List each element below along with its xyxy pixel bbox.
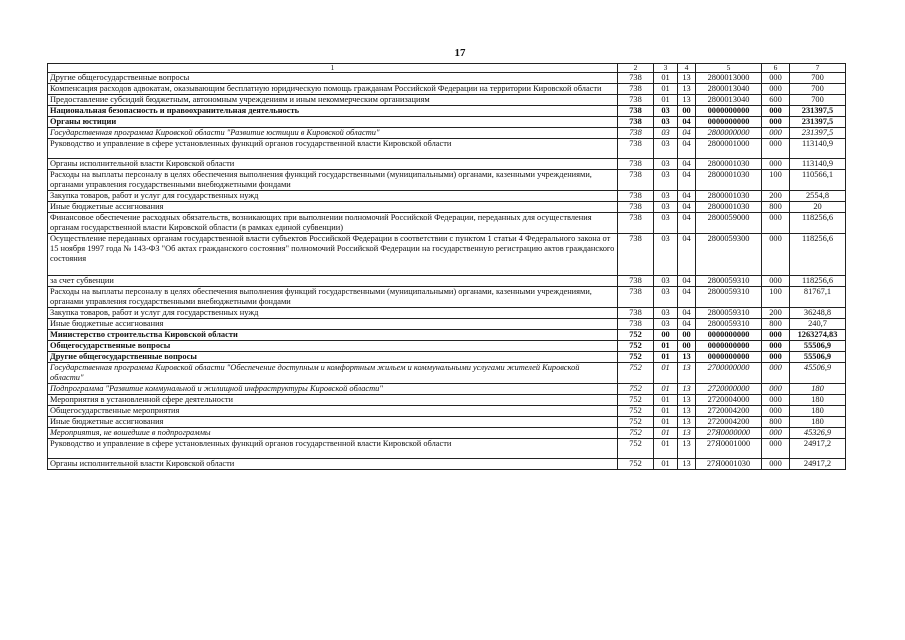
expense-type-cell: 000 bbox=[762, 406, 790, 417]
subsection-code-cell: 00 bbox=[678, 341, 696, 352]
target-article-cell: 27Я0001030 bbox=[696, 459, 762, 470]
row-name-cell: Министерство строительства Кировской области bbox=[48, 330, 618, 341]
ministry-code-cell: 752 bbox=[618, 384, 654, 395]
target-article-cell: 2800059310 bbox=[696, 287, 762, 308]
table-row bbox=[48, 170, 846, 191]
ministry-code-cell: 738 bbox=[618, 191, 654, 202]
table-row bbox=[48, 213, 846, 234]
amount-cell: 110566,1 bbox=[790, 170, 846, 191]
table-row bbox=[48, 202, 846, 213]
ministry-code-cell: 738 bbox=[618, 276, 654, 287]
subsection-code-cell: 13 bbox=[678, 459, 696, 470]
target-article-cell: 2800000000 bbox=[696, 128, 762, 139]
table-row bbox=[48, 439, 846, 459]
amount-cell: 55506,9 bbox=[790, 352, 846, 363]
table-row bbox=[48, 117, 846, 128]
row-name-cell: Осуществление переданных органам государственной власти субъектов Российской Федерации в соответствии с пунктом 1 статьи 4 Федерального закона от 15 ноября 1997 года № 143-ФЗ "Об актах гражданского состояния" полномочий Российской Федерации на государственную регистрацию актов гражданского состояния bbox=[48, 234, 618, 276]
subsection-code-cell: 04 bbox=[678, 128, 696, 139]
amount-cell: 231397,5 bbox=[790, 117, 846, 128]
row-name-cell: Руководство и управление в сфере установленных функций органов государственной власти Кировской области bbox=[48, 139, 618, 159]
section-code-cell: 01 bbox=[654, 459, 678, 470]
amount-cell: 24917,2 bbox=[790, 439, 846, 459]
section-code-cell: 01 bbox=[654, 428, 678, 439]
row-name-cell: Компенсация расходов адвокатам, оказывающим бесплатную юридическую помощь гражданам Российской Федерации на территории Кировской области bbox=[48, 84, 618, 95]
section-code-cell: 03 bbox=[654, 234, 678, 276]
subsection-code-cell: 00 bbox=[678, 330, 696, 341]
header-cell: 5 bbox=[696, 64, 762, 73]
ministry-code-cell: 752 bbox=[618, 428, 654, 439]
table-row bbox=[48, 95, 846, 106]
row-name-cell: Расходы на выплаты персоналу в целях обеспечения выполнения функций государственными (муниципальными) органами, казенными учреждениями, органами управления государственными внебюджетными фондами bbox=[48, 287, 618, 308]
section-code-cell: 03 bbox=[654, 106, 678, 117]
amount-cell: 2554,8 bbox=[790, 191, 846, 202]
subsection-code-cell: 04 bbox=[678, 159, 696, 170]
row-name-cell: Иные бюджетные ассигнования bbox=[48, 417, 618, 428]
table-row bbox=[48, 363, 846, 384]
ministry-code-cell: 738 bbox=[618, 128, 654, 139]
amount-cell: 45326,9 bbox=[790, 428, 846, 439]
ministry-code-cell: 752 bbox=[618, 363, 654, 384]
subsection-code-cell: 04 bbox=[678, 234, 696, 276]
table-row bbox=[48, 330, 846, 341]
table-row bbox=[48, 395, 846, 406]
row-name-cell: Национальная безопасность и правоохранительная деятельность bbox=[48, 106, 618, 117]
expense-type-cell: 000 bbox=[762, 341, 790, 352]
expense-type-cell: 000 bbox=[762, 439, 790, 459]
subsection-code-cell: 04 bbox=[678, 276, 696, 287]
ministry-code-cell: 738 bbox=[618, 117, 654, 128]
target-article-cell: 2800059300 bbox=[696, 234, 762, 276]
section-code-cell: 03 bbox=[654, 287, 678, 308]
subsection-code-cell: 13 bbox=[678, 363, 696, 384]
amount-cell: 118256,6 bbox=[790, 276, 846, 287]
section-code-cell: 03 bbox=[654, 117, 678, 128]
subsection-code-cell: 13 bbox=[678, 395, 696, 406]
expense-type-cell: 000 bbox=[762, 128, 790, 139]
table-row bbox=[48, 128, 846, 139]
amount-cell: 113140,9 bbox=[790, 139, 846, 159]
row-name-cell: Общегосударственные вопросы bbox=[48, 341, 618, 352]
subsection-code-cell: 13 bbox=[678, 95, 696, 106]
section-code-cell: 01 bbox=[654, 395, 678, 406]
ministry-code-cell: 752 bbox=[618, 459, 654, 470]
target-article-cell: 2800059310 bbox=[696, 276, 762, 287]
table-row bbox=[48, 428, 846, 439]
expense-type-cell: 000 bbox=[762, 213, 790, 234]
table-row bbox=[48, 319, 846, 330]
amount-cell: 240,7 bbox=[790, 319, 846, 330]
expense-type-cell: 000 bbox=[762, 395, 790, 406]
target-article-cell: 2800001030 bbox=[696, 170, 762, 191]
amount-cell: 180 bbox=[790, 395, 846, 406]
section-code-cell: 03 bbox=[654, 159, 678, 170]
target-article-cell: 2800013000 bbox=[696, 73, 762, 84]
page-number: 17 bbox=[454, 47, 466, 59]
target-article-cell: 2800001030 bbox=[696, 191, 762, 202]
expense-type-cell: 200 bbox=[762, 191, 790, 202]
target-article-cell: 2800059310 bbox=[696, 308, 762, 319]
expense-type-cell: 800 bbox=[762, 417, 790, 428]
row-name-cell: Органы исполнительной власти Кировской области bbox=[48, 159, 618, 170]
ministry-code-cell: 738 bbox=[618, 84, 654, 95]
amount-cell: 180 bbox=[790, 384, 846, 395]
row-name-cell: Предоставление субсидий бюджетным, автономным учреждениям и иным некоммерческим организациям bbox=[48, 95, 618, 106]
target-article-cell: 2700000000 bbox=[696, 363, 762, 384]
row-name-cell: Подпрограмма "Развитие коммунальной и жилищной инфраструктуры Кировской области" bbox=[48, 384, 618, 395]
amount-cell: 231397,5 bbox=[790, 128, 846, 139]
amount-cell: 118256,6 bbox=[790, 213, 846, 234]
expense-type-cell: 000 bbox=[762, 159, 790, 170]
table-row bbox=[48, 106, 846, 117]
section-code-cell: 01 bbox=[654, 439, 678, 459]
expense-type-cell: 000 bbox=[762, 117, 790, 128]
expense-type-cell: 000 bbox=[762, 234, 790, 276]
target-article-cell: 27Я0001000 bbox=[696, 439, 762, 459]
subsection-code-cell: 04 bbox=[678, 213, 696, 234]
expense-type-cell: 000 bbox=[762, 352, 790, 363]
section-code-cell: 01 bbox=[654, 341, 678, 352]
expense-type-cell: 000 bbox=[762, 330, 790, 341]
expense-type-cell: 600 bbox=[762, 95, 790, 106]
ministry-code-cell: 752 bbox=[618, 330, 654, 341]
target-article-cell: 0000000000 bbox=[696, 330, 762, 341]
ministry-code-cell: 738 bbox=[618, 170, 654, 191]
expense-type-cell: 100 bbox=[762, 170, 790, 191]
ministry-code-cell: 752 bbox=[618, 406, 654, 417]
header-cell: 7 bbox=[790, 64, 846, 73]
row-name-cell: за счет субвенции bbox=[48, 276, 618, 287]
section-code-cell: 03 bbox=[654, 170, 678, 191]
target-article-cell: 2800013040 bbox=[696, 95, 762, 106]
table-row bbox=[48, 287, 846, 308]
subsection-code-cell: 04 bbox=[678, 308, 696, 319]
target-article-cell: 2720004200 bbox=[696, 406, 762, 417]
table-row bbox=[48, 308, 846, 319]
target-article-cell: 0000000000 bbox=[696, 106, 762, 117]
target-article-cell: 2800059000 bbox=[696, 213, 762, 234]
row-name-cell: Расходы на выплаты персоналу в целях обеспечения выполнения функций государственными (муниципальными) органами, казенными учреждениями, органами управления государственными внебюджетными фондами bbox=[48, 170, 618, 191]
table-row bbox=[48, 384, 846, 395]
header-cell: 2 bbox=[618, 64, 654, 73]
amount-cell: 113140,9 bbox=[790, 159, 846, 170]
row-name-cell: Мероприятия, не вошедшие в подпрограммы bbox=[48, 428, 618, 439]
expense-type-cell: 200 bbox=[762, 308, 790, 319]
row-name-cell: Общегосударственные мероприятия bbox=[48, 406, 618, 417]
ministry-code-cell: 752 bbox=[618, 341, 654, 352]
row-name-cell: Финансовое обеспечение расходных обязательств, возникающих при выполнении полномочий Российской Федерации, переданных для осуществления органам государственной власти Кировской области (в рамках единой субвенции) bbox=[48, 213, 618, 234]
row-name-cell: Органы исполнительной власти Кировской области bbox=[48, 459, 618, 470]
section-code-cell: 03 bbox=[654, 139, 678, 159]
subsection-code-cell: 13 bbox=[678, 417, 696, 428]
table-row bbox=[48, 73, 846, 84]
expense-type-cell: 000 bbox=[762, 139, 790, 159]
budget-table bbox=[47, 63, 846, 470]
section-code-cell: 01 bbox=[654, 406, 678, 417]
amount-cell: 20 bbox=[790, 202, 846, 213]
amount-cell: 700 bbox=[790, 95, 846, 106]
subsection-code-cell: 04 bbox=[678, 191, 696, 202]
header-cell: 4 bbox=[678, 64, 696, 73]
ministry-code-cell: 738 bbox=[618, 73, 654, 84]
target-article-cell: 2720004200 bbox=[696, 417, 762, 428]
ministry-code-cell: 738 bbox=[618, 159, 654, 170]
section-code-cell: 01 bbox=[654, 73, 678, 84]
target-article-cell: 0000000000 bbox=[696, 352, 762, 363]
section-code-cell: 03 bbox=[654, 276, 678, 287]
ministry-code-cell: 738 bbox=[618, 213, 654, 234]
row-name-cell: Другие общегосударственные вопросы bbox=[48, 73, 618, 84]
section-code-cell: 01 bbox=[654, 363, 678, 384]
table-row bbox=[48, 234, 846, 276]
table-row bbox=[48, 159, 846, 170]
subsection-code-cell: 13 bbox=[678, 352, 696, 363]
amount-cell: 36248,8 bbox=[790, 308, 846, 319]
section-code-cell: 03 bbox=[654, 191, 678, 202]
target-article-cell: 2800001030 bbox=[696, 159, 762, 170]
amount-cell: 24917,2 bbox=[790, 459, 846, 470]
expense-type-cell: 100 bbox=[762, 287, 790, 308]
subsection-code-cell: 04 bbox=[678, 287, 696, 308]
subsection-code-cell: 13 bbox=[678, 84, 696, 95]
subsection-code-cell: 13 bbox=[678, 428, 696, 439]
section-code-cell: 03 bbox=[654, 308, 678, 319]
expense-type-cell: 800 bbox=[762, 202, 790, 213]
expense-type-cell: 000 bbox=[762, 384, 790, 395]
amount-cell: 180 bbox=[790, 406, 846, 417]
expense-type-cell: 000 bbox=[762, 459, 790, 470]
target-article-cell: 0000000000 bbox=[696, 341, 762, 352]
subsection-code-cell: 04 bbox=[678, 319, 696, 330]
section-code-cell: 03 bbox=[654, 319, 678, 330]
ministry-code-cell: 738 bbox=[618, 308, 654, 319]
amount-cell: 81767,1 bbox=[790, 287, 846, 308]
amount-cell: 1263274,83 bbox=[790, 330, 846, 341]
subsection-code-cell: 04 bbox=[678, 139, 696, 159]
section-code-cell: 03 bbox=[654, 213, 678, 234]
amount-cell: 180 bbox=[790, 417, 846, 428]
ministry-code-cell: 752 bbox=[618, 439, 654, 459]
expense-type-cell: 000 bbox=[762, 276, 790, 287]
section-code-cell: 01 bbox=[654, 95, 678, 106]
subsection-code-cell: 00 bbox=[678, 106, 696, 117]
section-code-cell: 03 bbox=[654, 202, 678, 213]
expense-type-cell: 000 bbox=[762, 428, 790, 439]
ministry-code-cell: 738 bbox=[618, 287, 654, 308]
target-article-cell: 27Я0000000 bbox=[696, 428, 762, 439]
row-name-cell: Руководство и управление в сфере установленных функций органов государственной власти Кировской области bbox=[48, 439, 618, 459]
subsection-code-cell: 13 bbox=[678, 406, 696, 417]
subsection-code-cell: 13 bbox=[678, 384, 696, 395]
expense-type-cell: 000 bbox=[762, 73, 790, 84]
target-article-cell: 2800059310 bbox=[696, 319, 762, 330]
row-name-cell: Закупка товаров, работ и услуг для государственных нужд bbox=[48, 191, 618, 202]
subsection-code-cell: 04 bbox=[678, 170, 696, 191]
section-code-cell: 00 bbox=[654, 330, 678, 341]
row-name-cell: Государственная программа Кировской области "Развитие юстиции в Кировской области" bbox=[48, 128, 618, 139]
ministry-code-cell: 752 bbox=[618, 417, 654, 428]
table-header-row bbox=[48, 64, 846, 73]
ministry-code-cell: 738 bbox=[618, 95, 654, 106]
ministry-code-cell: 738 bbox=[618, 319, 654, 330]
ministry-code-cell: 738 bbox=[618, 202, 654, 213]
target-article-cell: 2720004000 bbox=[696, 395, 762, 406]
table-row bbox=[48, 459, 846, 470]
ministry-code-cell: 738 bbox=[618, 139, 654, 159]
row-name-cell: Государственная программа Кировской области "Обеспечение доступным и комфортным жильем и коммунальными услугами жителей Кировской области" bbox=[48, 363, 618, 384]
section-code-cell: 01 bbox=[654, 84, 678, 95]
table-row bbox=[48, 84, 846, 95]
ministry-code-cell: 752 bbox=[618, 352, 654, 363]
row-name-cell: Иные бюджетные ассигнования bbox=[48, 319, 618, 330]
row-name-cell: Иные бюджетные ассигнования bbox=[48, 202, 618, 213]
subsection-code-cell: 13 bbox=[678, 73, 696, 84]
section-code-cell: 01 bbox=[654, 352, 678, 363]
row-name-cell: Органы юстиции bbox=[48, 117, 618, 128]
table-row bbox=[48, 341, 846, 352]
table-row bbox=[48, 352, 846, 363]
expense-type-cell: 000 bbox=[762, 106, 790, 117]
amount-cell: 55506,9 bbox=[790, 341, 846, 352]
target-article-cell: 0000000000 bbox=[696, 117, 762, 128]
subsection-code-cell: 04 bbox=[678, 117, 696, 128]
table-row bbox=[48, 191, 846, 202]
amount-cell: 45506,9 bbox=[790, 363, 846, 384]
row-name-cell: Закупка товаров, работ и услуг для государственных нужд bbox=[48, 308, 618, 319]
amount-cell: 700 bbox=[790, 73, 846, 84]
amount-cell: 118256,6 bbox=[790, 234, 846, 276]
expense-type-cell: 800 bbox=[762, 319, 790, 330]
header-cell: 6 bbox=[762, 64, 790, 73]
table-row bbox=[48, 406, 846, 417]
expense-type-cell: 000 bbox=[762, 84, 790, 95]
row-name-cell: Другие общегосударственные вопросы bbox=[48, 352, 618, 363]
target-article-cell: 2800001030 bbox=[696, 202, 762, 213]
target-article-cell: 2720000000 bbox=[696, 384, 762, 395]
header-cell: 3 bbox=[654, 64, 678, 73]
ministry-code-cell: 738 bbox=[618, 106, 654, 117]
section-code-cell: 01 bbox=[654, 384, 678, 395]
header-cell: 1 bbox=[48, 64, 618, 73]
amount-cell: 231397,5 bbox=[790, 106, 846, 117]
budget-table-body bbox=[48, 64, 846, 470]
target-article-cell: 2800013040 bbox=[696, 84, 762, 95]
subsection-code-cell: 04 bbox=[678, 202, 696, 213]
table-row bbox=[48, 417, 846, 428]
subsection-code-cell: 13 bbox=[678, 439, 696, 459]
table-row bbox=[48, 276, 846, 287]
section-code-cell: 03 bbox=[654, 128, 678, 139]
ministry-code-cell: 752 bbox=[618, 395, 654, 406]
table-row bbox=[48, 139, 846, 159]
ministry-code-cell: 738 bbox=[618, 234, 654, 276]
target-article-cell: 2800001000 bbox=[696, 139, 762, 159]
expense-type-cell: 000 bbox=[762, 363, 790, 384]
section-code-cell: 01 bbox=[654, 417, 678, 428]
row-name-cell: Мероприятия в установленной сфере деятельности bbox=[48, 395, 618, 406]
amount-cell: 700 bbox=[790, 84, 846, 95]
